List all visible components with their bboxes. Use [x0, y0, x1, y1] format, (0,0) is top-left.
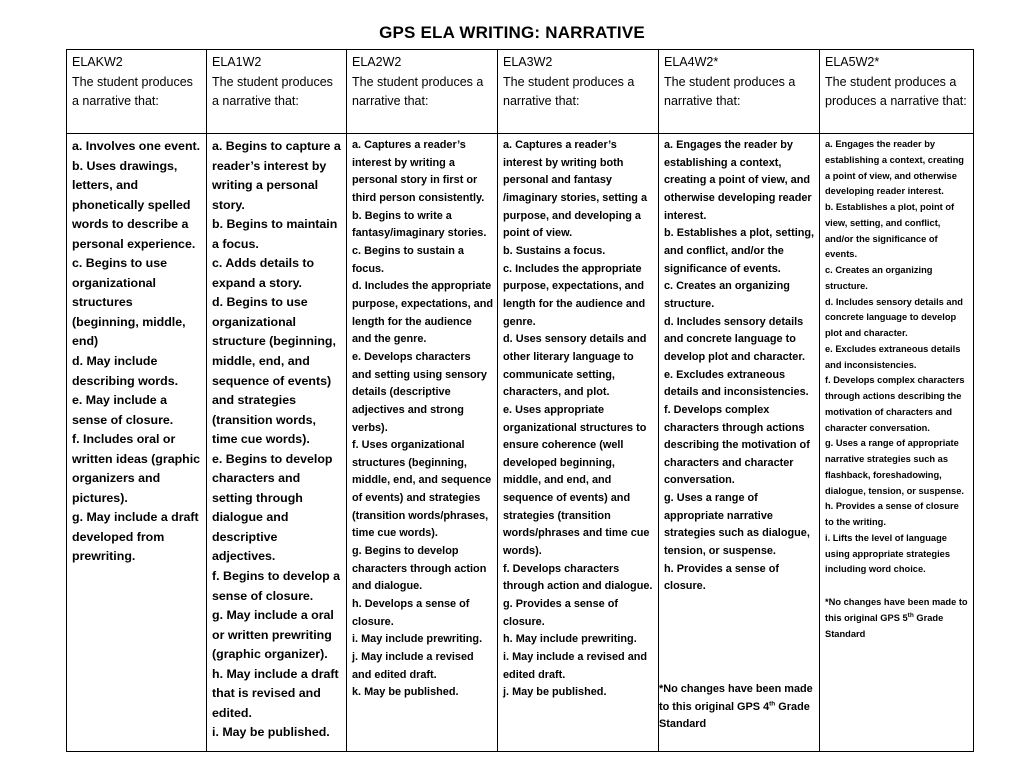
- criterion-item: a. Engages the reader by establishing a context, creating a point of view, and otherwise developing reader interest.: [825, 139, 964, 197]
- column-header: [820, 50, 974, 134]
- criterion-item: g. Uses a range of appropriate narrative strategies such as flashback, foreshadowing, dialogue, tension, or suspense.: [825, 438, 964, 496]
- note-text: *No changes have been made to this original GPS 4: [659, 683, 813, 713]
- criterion-item: e. Begins to develop characters and setting through dialogue and descriptive adjectives.: [212, 451, 333, 564]
- criterion-item: c. Creates an organizing structure.: [664, 280, 790, 310]
- column-header: [67, 50, 207, 134]
- standard-cell-grade-2: [347, 134, 498, 752]
- criterion-item: b. Establishes a plot, setting, and conflict, and/or the significance of events.: [664, 227, 815, 275]
- note-superscript: th: [907, 611, 914, 619]
- criterion-item: c. Creates an organizing structure.: [825, 265, 933, 291]
- criterion-item: a. Engages the reader by establishing a context, creating a point of view, and otherwise developing reader interest.: [664, 139, 812, 222]
- standard-cell-grade-3: [498, 134, 659, 752]
- criterion-item: c. Begins to use organizational structures (beginning, middle, end): [72, 256, 186, 349]
- criterion-item: b. Sustains a focus.: [503, 244, 606, 257]
- criterion-item: b. Uses drawings, letters, and phonetically spelled words to describe a personal experience.: [72, 158, 196, 251]
- criterion-item: i. May be published.: [212, 725, 330, 740]
- criterion-item: j. May include a revised and edited draft.: [352, 651, 474, 681]
- criteria-list: [72, 137, 202, 567]
- criterion-item: f. Begins to develop a sense of closure.: [212, 569, 341, 603]
- criterion-item: i. Lifts the level of language using appropriate strategies including word choice.: [825, 532, 951, 575]
- criterion-item: a. Involves one event.: [72, 139, 201, 153]
- standard-intro: The student produces a narrative that:: [503, 74, 635, 109]
- criteria-list: [825, 137, 969, 578]
- column-header: [207, 50, 347, 134]
- standard-intro: The student produces a narrative that:: [72, 74, 193, 109]
- note-tail: Grade Standard: [825, 612, 944, 639]
- criterion-item: k. May be published.: [352, 686, 459, 699]
- standard-code: ELA3W2: [503, 55, 553, 69]
- criterion-item: g. Begins to develop characters through action and dialogue.: [352, 545, 487, 593]
- criterion-item: h. Provides a sense of closure.: [664, 562, 780, 593]
- criterion-item: d. Includes sensory details and concrete language to develop plot and character.: [825, 296, 963, 338]
- criterion-item: f. Develops characters through action and dialogue.: [503, 562, 653, 593]
- criterion-item: h. May include a draft that is revised and edited.: [212, 666, 339, 720]
- criterion-item: c. Begins to sustain a focus.: [352, 244, 464, 275]
- standard-code: ELA2W2: [352, 55, 402, 69]
- criterion-item: e. May include a sense of closure.: [72, 393, 174, 427]
- standard-intro: The student produces a produces a narrative that:: [825, 74, 967, 109]
- criterion-item: c. Adds details to expand a story.: [212, 256, 315, 290]
- standard-cell-kindergarten: [67, 134, 207, 752]
- criteria-list: [212, 137, 342, 743]
- criterion-item: h. Provides a sense of closure to the writing.: [825, 501, 959, 527]
- column-header: [498, 50, 659, 134]
- criterion-item: h. Develops a sense of closure.: [352, 598, 470, 628]
- criterion-item: f. Uses organizational structures (beginning, middle, end, and sequence of events) and strategies (transition words/phrases, time cue words).: [352, 439, 492, 540]
- criterion-item: g. Uses a range of appropriate narrative strategies such as dialogue, tension, or suspense.: [664, 492, 810, 558]
- criterion-item: b. Begins to write a fantasy/imaginary stories.: [352, 209, 487, 240]
- criterion-item: b. Begins to maintain a focus.: [212, 217, 338, 251]
- standards-table: [66, 49, 974, 752]
- criterion-item: d. Uses sensory details and other literary language to communicate setting, characters, and plot.: [503, 333, 647, 399]
- criteria-list: [503, 137, 654, 702]
- standard-intro: The student produces a narrative that:: [212, 74, 333, 109]
- page-title: GPS ELA WRITING: NARRATIVE: [379, 23, 645, 42]
- criteria-list: [664, 137, 815, 596]
- criterion-item: d. Begins to use organizational structure (beginning, middle, end, and sequence of events) and strategies (transition words, time cue words).: [212, 295, 336, 447]
- criterion-item: g. Provides a sense of closure.: [503, 598, 619, 628]
- standard-code: ELA1W2: [212, 55, 262, 69]
- criterion-item: c. Includes the appropriate purpose, expectations, and length for the audience and genre.: [503, 262, 646, 328]
- criterion-item: e. Uses appropriate organizational structures to ensure coherence (well developed beginning, middle, and end, and sequence of events) and strategies (transition words/phrases and time cue words).: [503, 403, 650, 558]
- criterion-item: f. Includes oral or written ideas (graphic organizers and pictures).: [72, 432, 201, 505]
- header-row: [67, 50, 974, 134]
- column-header: [659, 50, 820, 134]
- criterion-item: a. Begins to capture a reader’s interest by writing a personal story.: [212, 139, 341, 212]
- criterion-item: g. May include a oral or written prewriting (graphic organizer).: [212, 608, 334, 662]
- criterion-item: f. Develops complex characters through actions describing the motivation of characters and character conversation.: [664, 403, 810, 487]
- standard-note: [825, 595, 969, 642]
- column-header: [347, 50, 498, 134]
- criterion-item: d. Includes the appropriate purpose, expectations, and length for the audience and the genre.: [352, 280, 494, 346]
- note-tail: Grade Standard: [659, 700, 810, 731]
- note-text: *No changes have been made to this original GPS 5: [825, 597, 968, 623]
- criterion-item: i. May include prewriting.: [352, 633, 483, 646]
- criterion-item: g. May include a draft developed from prewriting.: [72, 510, 199, 564]
- standard-code: ELA5W2*: [825, 55, 880, 69]
- standard-code: ELAKW2: [72, 55, 123, 69]
- standard-intro: The student produces a narrative that:: [352, 74, 484, 109]
- criterion-item: f. Develops complex characters through actions describing the motivation of characters and character conversation.: [825, 375, 965, 433]
- criterion-item: j. May be published.: [503, 686, 607, 699]
- note-superscript: th: [769, 700, 776, 708]
- criterion-item: d. May include describing words.: [72, 354, 179, 388]
- criterion-item: e. Excludes extraneous details and inconsistencies.: [664, 368, 809, 399]
- criterion-item: b. Establishes a plot, point of view, setting, and conflict, and/or the significance of events.: [825, 202, 955, 260]
- criteria-list: [352, 137, 493, 702]
- criterion-item: d. Includes sensory details and concrete language to develop plot and character.: [664, 315, 806, 363]
- criterion-item: e. Develops characters and setting using sensory details (descriptive adjectives and strong verbs).: [352, 350, 487, 434]
- standard-note: [659, 681, 815, 734]
- criterion-item: i. May include a revised and edited draft.: [503, 651, 648, 681]
- standard-cell-grade-1: [207, 134, 347, 752]
- criterion-item: a. Captures a reader’s interest by writing a personal story in first or third person consistently.: [352, 139, 485, 204]
- standard-code: ELA4W2*: [664, 55, 719, 69]
- content-row: [67, 134, 974, 752]
- criterion-item: e. Excludes extraneous details and inconsistencies.: [825, 343, 961, 370]
- criterion-item: a. Captures a reader’s interest by writing both personal and fantasy /imaginary stories, setting a purpose, and developing a point of view.: [503, 139, 648, 240]
- standard-intro: The student produces a narrative that:: [664, 74, 796, 109]
- criterion-item: h. May include prewriting.: [503, 633, 637, 646]
- standard-cell-grade-4: [659, 134, 820, 752]
- standard-cell-grade-5: [820, 134, 974, 752]
